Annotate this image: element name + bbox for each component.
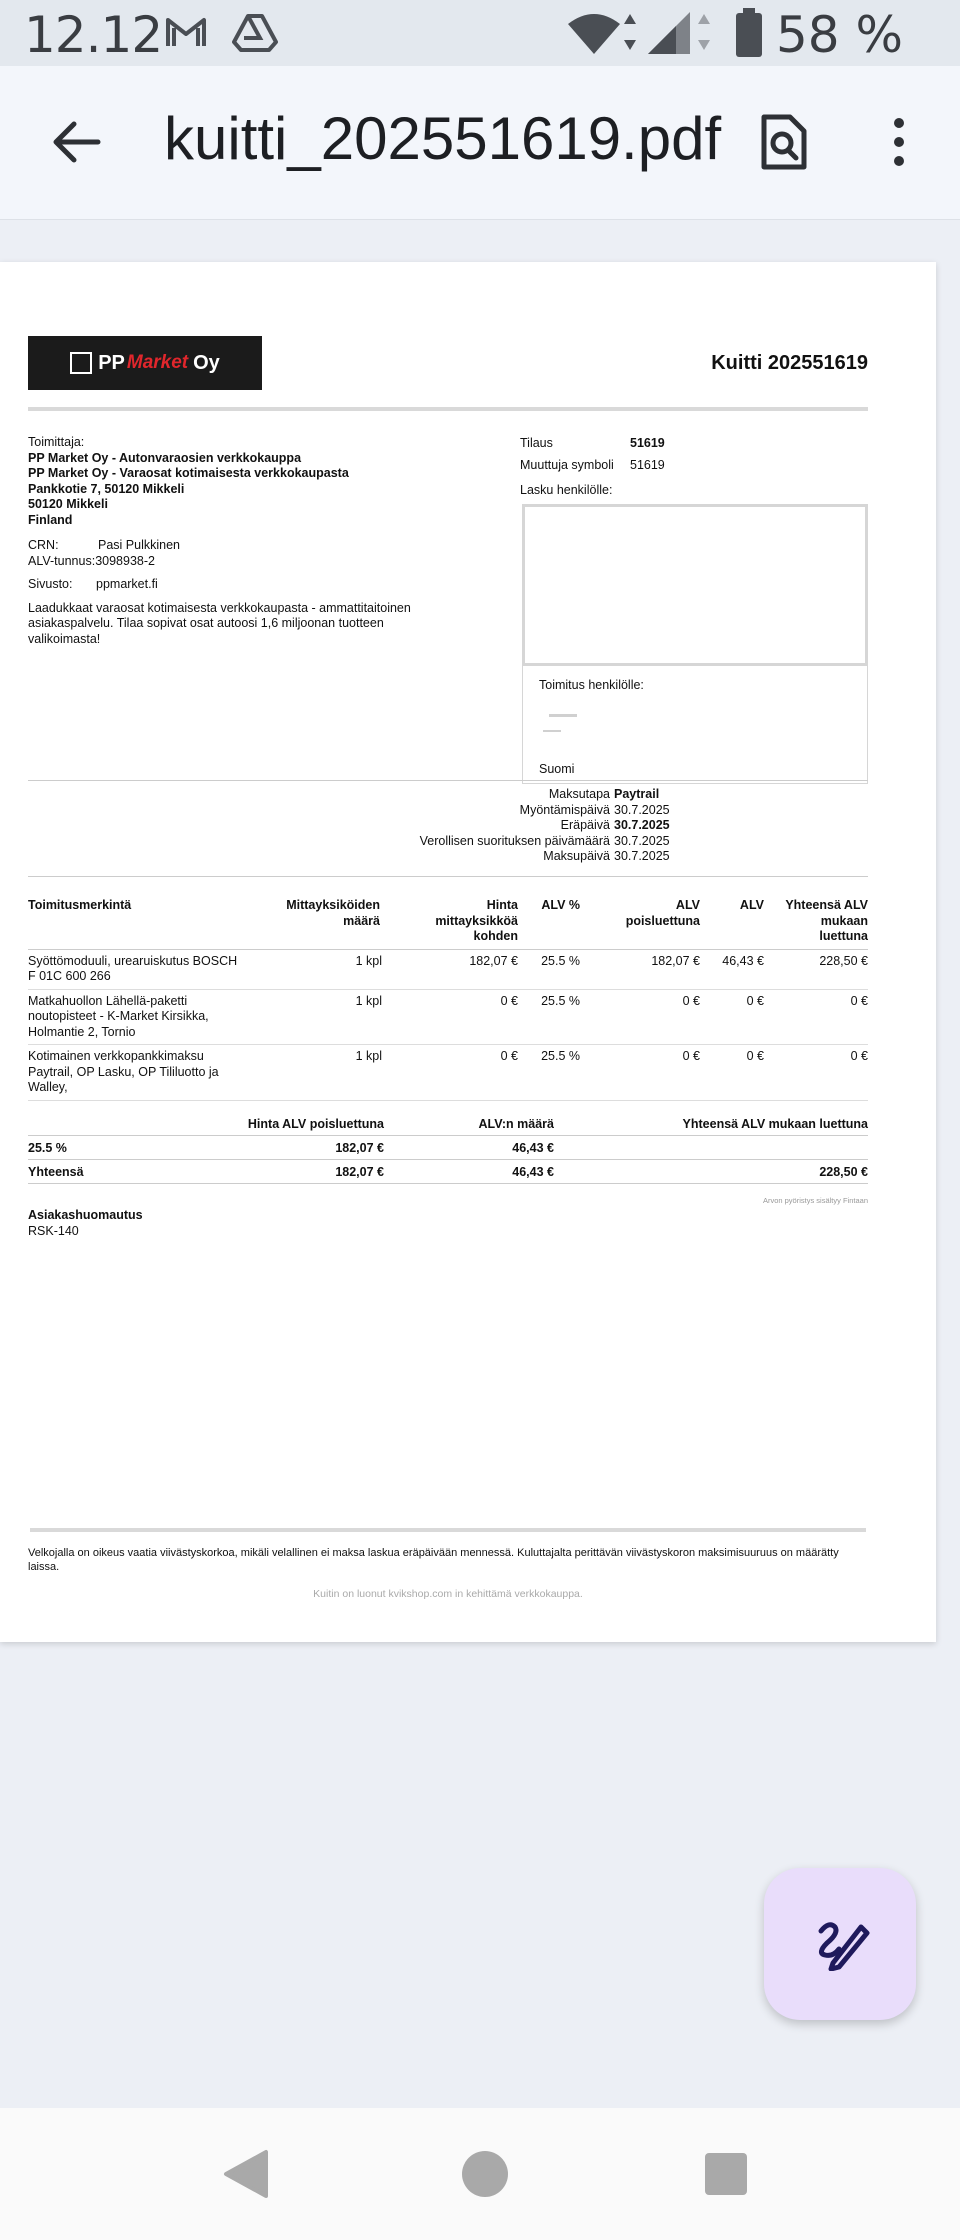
payment-method-value: Paytrail xyxy=(614,787,660,801)
due-date-label: Eräpäivä xyxy=(560,818,610,832)
item-net: 0 € xyxy=(580,989,700,1045)
item-description: Syöttömoduuli, urearuiskutus BOSCH F 01C 600 266 xyxy=(28,949,254,989)
vat-summary-net-header: Hinta ALV poisluettuna xyxy=(148,1116,384,1136)
vat-id-value: 3098938-2 xyxy=(95,553,155,568)
item-vat: 0 € xyxy=(700,989,764,1045)
item-total: 228,50 € xyxy=(764,949,868,989)
vat-summary-total-header: Yhteensä ALV mukaan luettuna xyxy=(554,1116,868,1136)
issue-date-value: 30.7.2025 xyxy=(614,802,670,817)
table-row xyxy=(28,949,868,989)
footer-credit: Kuitin on luonut kvikshop.com in kehittämä verkkokauppa. xyxy=(313,1588,583,1600)
logo-text-pp: PP xyxy=(98,351,125,374)
supplier-description: Laadukkaat varaosat kotimaisesta verkkokaupasta - ammattitaitoinen asiakaspalvelu. Tilaa sopivat osat autoosi 1,6 miljoonan tuotteen valikoimasta! xyxy=(28,600,411,646)
status-time: 12.12 xyxy=(24,6,163,64)
logo-text-oy: Oy xyxy=(193,351,220,374)
gmail-icon xyxy=(164,14,208,55)
table-row xyxy=(28,989,868,1045)
logo-mark xyxy=(70,352,92,374)
payment-method-label: Maksutapa xyxy=(548,787,610,801)
navigation-bar xyxy=(0,2108,960,2240)
website-label: Sivusto: xyxy=(28,577,73,591)
due-date-value: 30.7.2025 xyxy=(614,818,670,832)
wifi-icon xyxy=(566,10,642,61)
app-bar xyxy=(0,66,960,220)
vat-rate-net: 182,07 € xyxy=(148,1136,384,1160)
drive-icon xyxy=(232,12,278,57)
taxable-date-label: Verollisen suorituksen päivämäärä xyxy=(419,833,610,848)
item-quantity: 1 kpl xyxy=(254,949,382,989)
item-total: 0 € xyxy=(764,1045,868,1101)
col-vat: ALV xyxy=(700,898,764,949)
pdf-page[interactable] xyxy=(0,262,936,1642)
divider xyxy=(28,876,868,877)
battery-percent: 58 % xyxy=(776,6,904,64)
vat-total-vat: 46,43 € xyxy=(384,1160,554,1184)
items-header-row xyxy=(28,898,868,949)
item-quantity: 1 kpl xyxy=(254,1045,382,1101)
signal-icon xyxy=(646,10,718,61)
supplier-country: Finland xyxy=(28,512,73,527)
vat-total-row xyxy=(28,1160,868,1184)
taxable-date-value: 30.7.2025 xyxy=(614,833,670,848)
supplier-city: 50120 Mikkeli xyxy=(28,497,108,511)
back-button[interactable] xyxy=(44,112,108,176)
back-triangle-icon xyxy=(222,2148,270,2205)
ship-country: Suomi xyxy=(539,762,575,776)
search-document-icon xyxy=(760,113,808,176)
status-bar xyxy=(0,0,960,66)
home-circle-icon xyxy=(460,2149,510,2204)
payment-date-label: Maksupäivä xyxy=(543,849,610,863)
company-logo xyxy=(28,336,262,390)
reference-label: Muuttuja symboli xyxy=(520,457,614,472)
supplier-address: Pankkotie 7, 50120 Mikkeli xyxy=(28,481,185,496)
search-document-button[interactable] xyxy=(752,108,816,180)
edit-fab-button[interactable] xyxy=(764,1868,916,2020)
item-quantity: 1 kpl xyxy=(254,989,382,1045)
vat-summary-header xyxy=(28,1116,868,1136)
table-row xyxy=(28,1045,868,1101)
item-description: Kotimainen verkkopankkimaksu Paytrail, OP Lasku, OP Tililuotto ja Walley, xyxy=(28,1045,254,1101)
nav-back-button[interactable] xyxy=(216,2146,276,2206)
vat-summary-vat-header: ALV:n määrä xyxy=(384,1116,554,1136)
col-net: ALV poisluettuna xyxy=(580,898,700,949)
item-net: 182,07 € xyxy=(580,949,700,989)
item-unit-price: 182,07 € xyxy=(382,949,518,989)
item-vat-percent: 25.5 % xyxy=(518,989,580,1045)
vat-summary-blank xyxy=(28,1116,148,1136)
divider xyxy=(28,780,868,781)
item-total: 0 € xyxy=(764,989,868,1045)
footer-legal: Velkojalla on oikeus vaatia viivästyskorkoa, mikäli velallinen ei maksa laskua eräpäivään mennessä. Kuluttajalta perittävän viivästyskoron maksimisuuruus on määrätty laissa. xyxy=(28,1547,839,1573)
website-link[interactable]: ppmarket.fi xyxy=(96,577,158,591)
item-unit-price: 0 € xyxy=(382,1045,518,1101)
order-number: 51619 xyxy=(630,436,665,450)
receipt-title: Kuitti 202551619 xyxy=(711,352,868,374)
payment-date-value: 30.7.2025 xyxy=(614,849,670,863)
vat-total-net: 182,07 € xyxy=(148,1160,384,1184)
document-title: kuitti_202551619.pdf xyxy=(164,105,722,172)
payment-values xyxy=(614,787,814,865)
item-net: 0 € xyxy=(580,1045,700,1101)
ship-to-box xyxy=(522,666,868,784)
vat-rate-vat: 46,43 € xyxy=(384,1136,554,1160)
bill-to-box xyxy=(522,504,868,666)
nav-recents-button[interactable] xyxy=(696,2146,756,2206)
customer-note-value: RSK-140 xyxy=(28,1224,79,1238)
rounding-note: Arvon pyöristys sisältyy Fintaan xyxy=(762,1196,868,1205)
supplier-block xyxy=(28,435,468,647)
col-description: Toimitusmerkintä xyxy=(28,898,254,949)
items-table xyxy=(28,898,868,1101)
col-unit-price: Hinta mittayksikköä kohden xyxy=(382,898,518,949)
redacted-name xyxy=(549,714,577,717)
item-vat: 46,43 € xyxy=(700,949,764,989)
vat-rate-label: 25.5 % xyxy=(28,1136,148,1160)
col-quantity: Mittayksiköiden määrä xyxy=(254,898,382,949)
logo-text-market: Market xyxy=(126,352,189,373)
vat-summary-table xyxy=(28,1116,868,1184)
more-options-button[interactable] xyxy=(874,108,924,180)
vat-rate-row xyxy=(28,1136,868,1160)
supplier-line: PP Market Oy - Autonvaraosien verkkokauppa xyxy=(28,450,302,465)
bill-to-label: Lasku henkilölle: xyxy=(520,483,613,497)
vat-id-label: ALV-tunnus: xyxy=(28,553,96,568)
supplier-heading: Toimittaja: xyxy=(28,435,85,449)
order-label: Tilaus xyxy=(520,436,553,450)
vat-rate-total xyxy=(554,1136,868,1160)
item-vat: 0 € xyxy=(700,1045,764,1101)
recents-square-icon xyxy=(704,2152,748,2201)
back-arrow-icon xyxy=(50,120,102,169)
order-block xyxy=(520,436,860,499)
item-unit-price: 0 € xyxy=(382,989,518,1045)
supplier-line: PP Market Oy - Varaosat kotimaisesta verkkokaupasta xyxy=(28,466,349,480)
item-description: Matkahuollon Lähellä-paketti noutopisteet - K-Market Kirsikka, Holmantie 2, Tornio xyxy=(28,989,254,1045)
battery-icon xyxy=(734,8,764,63)
col-total: Yhteensä ALV mukaan luettuna xyxy=(764,898,868,949)
edit-pen-icon xyxy=(809,1913,871,1976)
header-divider xyxy=(28,407,868,411)
item-vat-percent: 25.5 % xyxy=(518,949,580,989)
customer-note-label: Asiakashuomautus xyxy=(28,1208,143,1222)
item-vat-percent: 25.5 % xyxy=(518,1045,580,1101)
redacted-address xyxy=(543,730,561,732)
more-vert-icon xyxy=(891,117,907,172)
issue-date-label: Myöntämispäivä xyxy=(519,802,610,817)
footer-divider xyxy=(30,1528,866,1532)
vat-total-label: Yhteensä xyxy=(28,1160,148,1184)
vat-total-grand: 228,50 € xyxy=(554,1160,868,1184)
crn-label: CRN: xyxy=(28,538,59,552)
reference-number: 51619 xyxy=(630,457,665,472)
ship-to-label: Toimitus henkilölle: xyxy=(539,678,644,692)
nav-home-button[interactable] xyxy=(455,2146,515,2206)
payment-labels xyxy=(300,787,610,865)
crn-value: Pasi Pulkkinen xyxy=(98,538,180,552)
col-vat-percent: ALV % xyxy=(518,898,580,949)
